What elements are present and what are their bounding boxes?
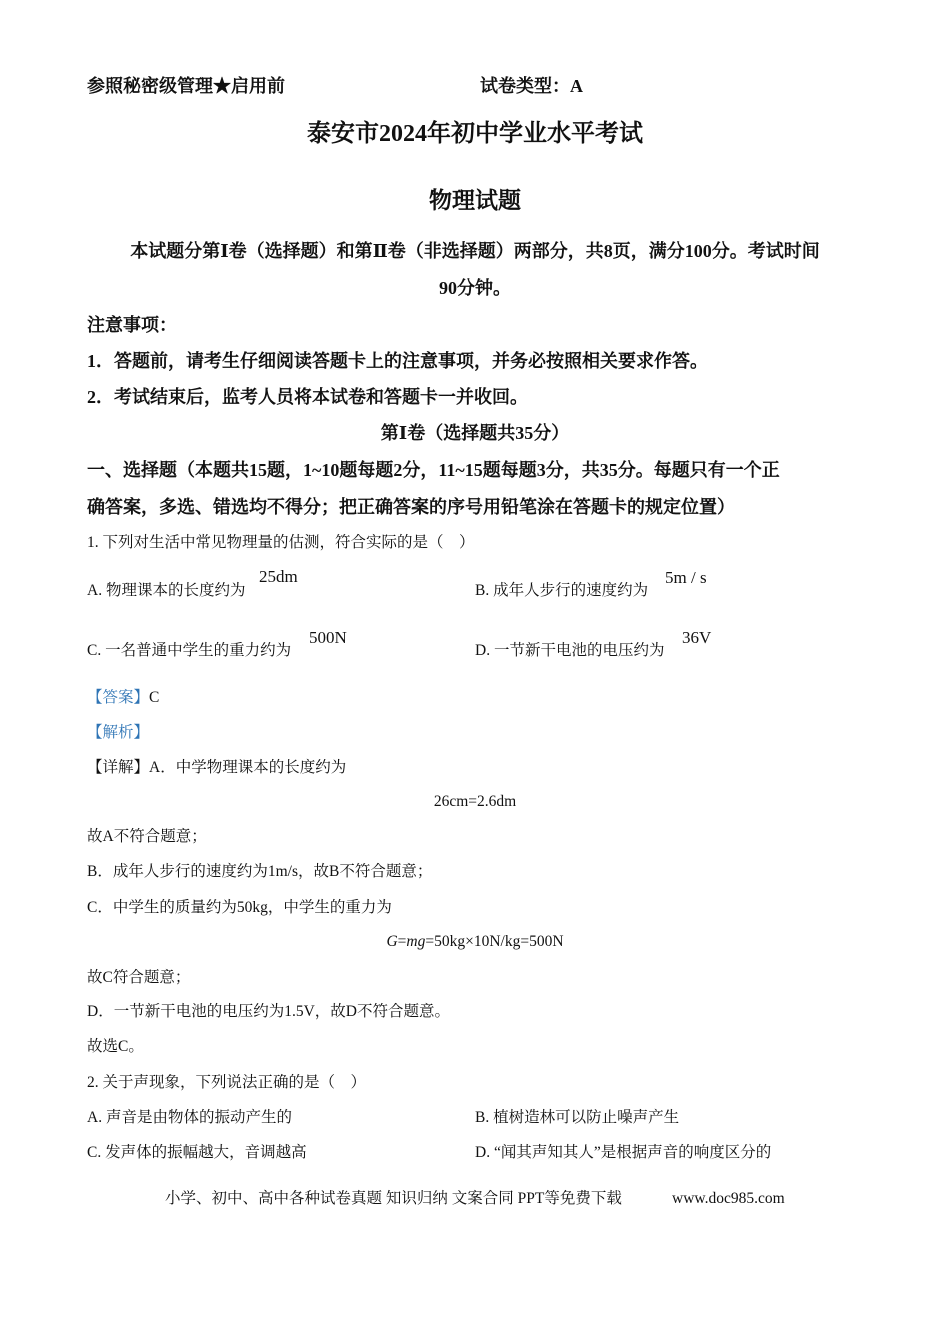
page-title: 泰安市2024年初中学业水平考试 [307,121,643,147]
part-heading: 第Ⅰ卷（选择题共35分） [380,423,570,443]
option-b-value: 5m / s [665,568,707,587]
paper-type-label: 试卷类型：A [480,76,583,96]
detail-line: B．成年人步行的速度约为1m/s，故B不符合题意； [87,863,433,880]
option-a: A. 声音是由物体的振动产生的 [87,1109,292,1126]
answer-value: C [149,689,160,706]
option-d: D. “闻其声知其人”是根据声音的响度区分的 [475,1144,772,1161]
option-b: B. 植树造林可以防止噪声产生 [475,1109,680,1126]
answer-line [87,690,159,706]
intro-line: 90分钟。 [439,278,511,298]
formula-g: G [386,933,398,950]
note-item: 2．考试结束后，监考人员将本试卷和答题卡一并收回。 [87,387,528,407]
detail-line: D．一节新干电池的电压约为1.5V，故D不符合题意。 [87,1003,450,1020]
formula: 26cm=2.6dm [433,793,517,810]
option-d-value: 36V [682,628,712,647]
detail-line: 故A不符合题意； [87,828,207,845]
option-c: C. 一名普通中学生的重力约为 [87,642,292,659]
section-heading: 一、选择题（本题共15题，1~10题每题2分，11~15题每题3分，共35分。每题只有一个正 [87,460,780,480]
detail-text: A．中学物理课本的长度约为 [149,759,347,776]
intro-line: 本试题分第Ⅰ卷（选择题）和第Ⅱ卷（非选择题）两部分，共8页，满分100分。考试时间 [130,241,820,261]
option-d: D. 一节新干电池的电压约为 [475,642,665,659]
answer-label: 【答案】 [87,689,150,706]
formula-eq: = [397,933,407,950]
question-stem: 2. 关于声现象，下列说法正确的是（ ） [87,1074,367,1091]
question-stem: 1. 下列对生活中常见物理量的估测，符合实际的是（ ） [87,534,475,551]
page-subtitle: 物理试题 [429,188,521,213]
option-a-value: 25dm [259,567,298,586]
formula [0,934,950,950]
confidentiality-label: 参照秘密级管理★启用前 [87,76,285,96]
detail-line [87,760,346,776]
formula-mg: mg [406,933,426,950]
detail-label: 【详解】 [87,759,150,776]
option-b: B. 成年人步行的速度约为 [475,582,649,599]
formula-rest: =50kg×10N/kg=500N [425,933,564,950]
detail-line: C．中学生的质量约为50kg，中学生的重力为 [87,899,392,916]
analysis-label: 【解析】 [87,724,150,741]
option-c-value: 500N [309,628,347,647]
footer-link[interactable]: www.doc985.com [672,1190,785,1207]
option-a: A. 物理课本的长度约为 [87,582,246,599]
detail-line: 故C符合题意； [87,969,191,986]
option-c: C. 发声体的振幅越大，音调越高 [87,1144,307,1161]
section-heading: 确答案，多选、错选均不得分；把正确答案的序号用铅笔涂在答题卡的规定位置） [87,497,735,517]
detail-line: 故选C。 [87,1038,144,1055]
notes-heading: 注意事项： [87,315,177,335]
footer-text: 小学、初中、高中各种试卷真题 知识归纳 文案合同 PPT等免费下载 [165,1190,622,1207]
note-item: 1．答题前，请考生仔细阅读答题卡上的注意事项，并务必按照相关要求作答。 [87,351,708,371]
